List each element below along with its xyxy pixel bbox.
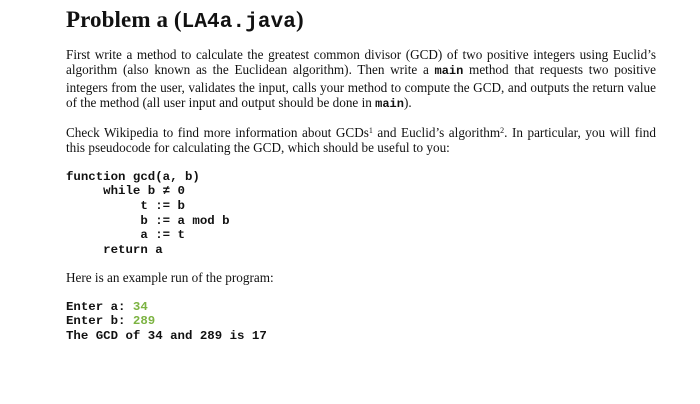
input-a-value: 34 <box>132 299 148 314</box>
document-page <box>66 6 656 343</box>
main-keyword-2: main <box>375 96 404 111</box>
example-output-line: The GCD of 34 and 289 is 17 <box>66 328 267 343</box>
title-prefix: Problem a ( <box>66 7 182 32</box>
title-filename: LA4a.java <box>181 11 296 34</box>
pseudocode-line: return a <box>66 242 163 257</box>
footnote-marker-1: 1 <box>368 126 373 136</box>
reference-paragraph <box>66 125 656 156</box>
title-suffix: ) <box>295 7 304 32</box>
pseudocode-block <box>66 170 656 258</box>
instructions-paragraph <box>66 47 656 112</box>
prompt-a: Enter a: <box>66 299 133 314</box>
pseudocode-line: b := a mod b <box>66 213 230 228</box>
instructions-text-2: method that requests two positive integers from the user, validates the input, calls your method to compute the GCD, and outputs the return value of the method (all user input and output should be done in <box>66 62 656 110</box>
example-run-block <box>66 300 656 344</box>
input-b-value: 289 <box>132 314 156 329</box>
instructions-text-3: ). <box>403 94 412 110</box>
example-line-b <box>66 314 656 329</box>
pseudocode-line: function gcd(a, b) <box>66 169 200 184</box>
reference-text-1: Check Wikipedia to find more information about GCDs <box>66 125 369 141</box>
instructions-text-1: First write a method to calculate the greatest common divisor (GCD) of two positive integers using Euclid’s algorithm (also known as the Euclidean algorithm). Then write a <box>66 47 656 78</box>
footnote-marker-2: 2 <box>500 126 505 136</box>
reference-text-2: and Euclid’s algorithm <box>372 125 501 141</box>
pseudocode-line: t := b <box>66 198 185 213</box>
reference-text-3: . In particular, you will find this pseudocode for calculating the GCD, which should be useful to you: <box>66 125 656 156</box>
page-title <box>66 6 656 37</box>
pseudocode-line: a := t <box>66 228 185 243</box>
main-keyword: main <box>434 64 464 79</box>
example-intro: Here is an example run of the program: <box>66 270 274 286</box>
prompt-b: Enter b: <box>66 314 133 329</box>
pseudocode-line: while b ≠ 0 <box>66 184 185 199</box>
example-line-a <box>66 300 656 315</box>
